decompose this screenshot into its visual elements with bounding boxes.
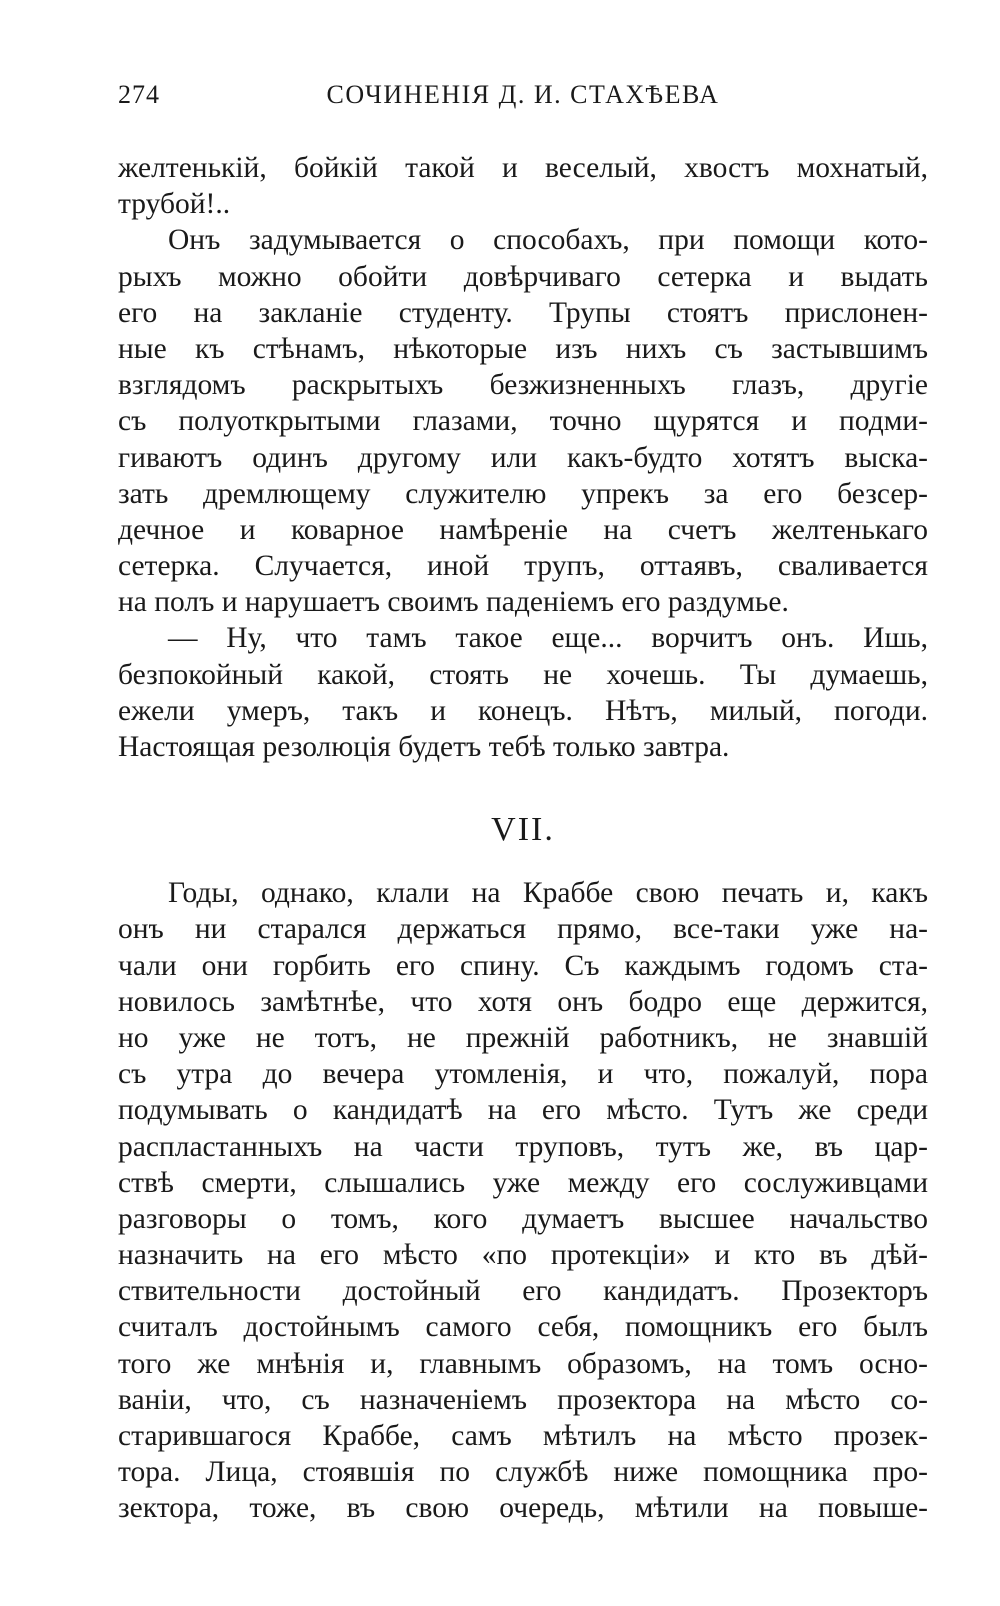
text-line: ежели умеръ, такъ и конецъ. Нѣтъ, милый, погоди. [118,694,928,727]
text-line: его на закланіе студенту. Трупы стоятъ прислонен- [118,296,928,329]
text-line: зать дремлющему служителю упрекъ за его безсер- [118,477,928,510]
text-line: распластанныхъ на части труповъ, тутъ же, въ цар- [118,1130,928,1163]
text-line: того же мнѣнія и, главнымъ образомъ, на томъ осно- [118,1347,928,1380]
text-after-section [118,875,928,1526]
text-line: считалъ достойнымъ самого себя, помощникъ его былъ [118,1311,928,1344]
text-line: ствительности достойный его кандидатъ. Прозекторъ [118,1275,928,1308]
text-line: ствѣ смерти, слышались уже между его сослуживцами [118,1166,928,1199]
text-line: — Ну, что тамъ такое еще... ворчитъ онъ. Ишь, [168,622,928,655]
text-line: взглядомъ раскрытыхъ безжизненныхъ глазъ, другіе [118,369,928,402]
text-line: старившагося Краббе, самъ мѣтилъ на мѣсто прозек- [118,1420,928,1452]
text-line: онъ ни старался держаться прямо, все-таки уже на- [118,913,928,946]
text-line: ваніи, что, съ назначеніемъ прозектора на мѣсто со- [118,1383,928,1416]
text-line: подумывать о кандидатѣ на его мѣсто. Тутъ же среди [118,1094,928,1127]
text-line: желтенькій, бойкій такой и веселый, хвостъ мохнатый, [118,152,928,184]
text-line: тора. Лица, стоявшія по службѣ ниже помощника про- [118,1456,928,1489]
text-line: Годы, однако, клали на Краббе свою печать и, какъ [168,877,928,910]
text-line: разговоры о томъ, кого думаетъ высшее начальство [118,1202,928,1235]
text-line: Онъ задумывается о способахъ, при помощи кото- [168,224,928,257]
running-head: СОЧИНЕНІЯ Д. И. СТАХѢЕВА [326,80,720,109]
text-line: съ полуоткрытыми глазами, точно щурятся и подми- [118,405,928,438]
text-before-section [118,150,928,765]
text-line: назначить на его мѣсто «по протекціи» и кто въ дѣй- [118,1239,928,1272]
text-line: на полъ и нарушаетъ своимъ паденіемъ его раздумье. [118,586,789,619]
section-heading: VII. [491,811,555,849]
text-line: рыхъ можно обойти довѣрчиваго сетерка и выдать [118,260,928,293]
text-line: зектора, тоже, въ свою очередь, мѣтили на повыше- [118,1492,928,1525]
text-line: гиваютъ одинъ другому или какъ-будто хотятъ выска- [118,441,928,474]
text-line: безпокойный какой, стоять не хочешь. Ты думаешь, [118,658,928,691]
page-header [118,80,928,120]
body-text [118,150,928,1527]
text-line: трубой!.. [118,188,231,221]
text-line: дечное и коварное намѣреніе на счетъ желтенькаго [118,513,928,546]
text-line: новилось замѣтнѣе, что хотя онъ бодро еще держится, [118,985,928,1018]
page-number: 274 [118,80,160,109]
text-line: чали они горбить его спину. Съ каждымъ годомъ ста- [118,949,928,982]
text-line: съ утра до вечера утомленія, и что, пожалуй, пора [118,1058,928,1091]
text-line: ные къ стѣнамъ, нѣкоторые изъ нихъ съ застывшимъ [118,332,928,365]
text-line: сетерка. Случается, иной трупъ, оттаявъ, сваливается [118,550,928,583]
text-line: Настоящая резолюція будетъ тебѣ только завтра. [118,731,730,763]
text-line: но уже не тотъ, не прежній работникъ, не знавшій [118,1021,928,1054]
